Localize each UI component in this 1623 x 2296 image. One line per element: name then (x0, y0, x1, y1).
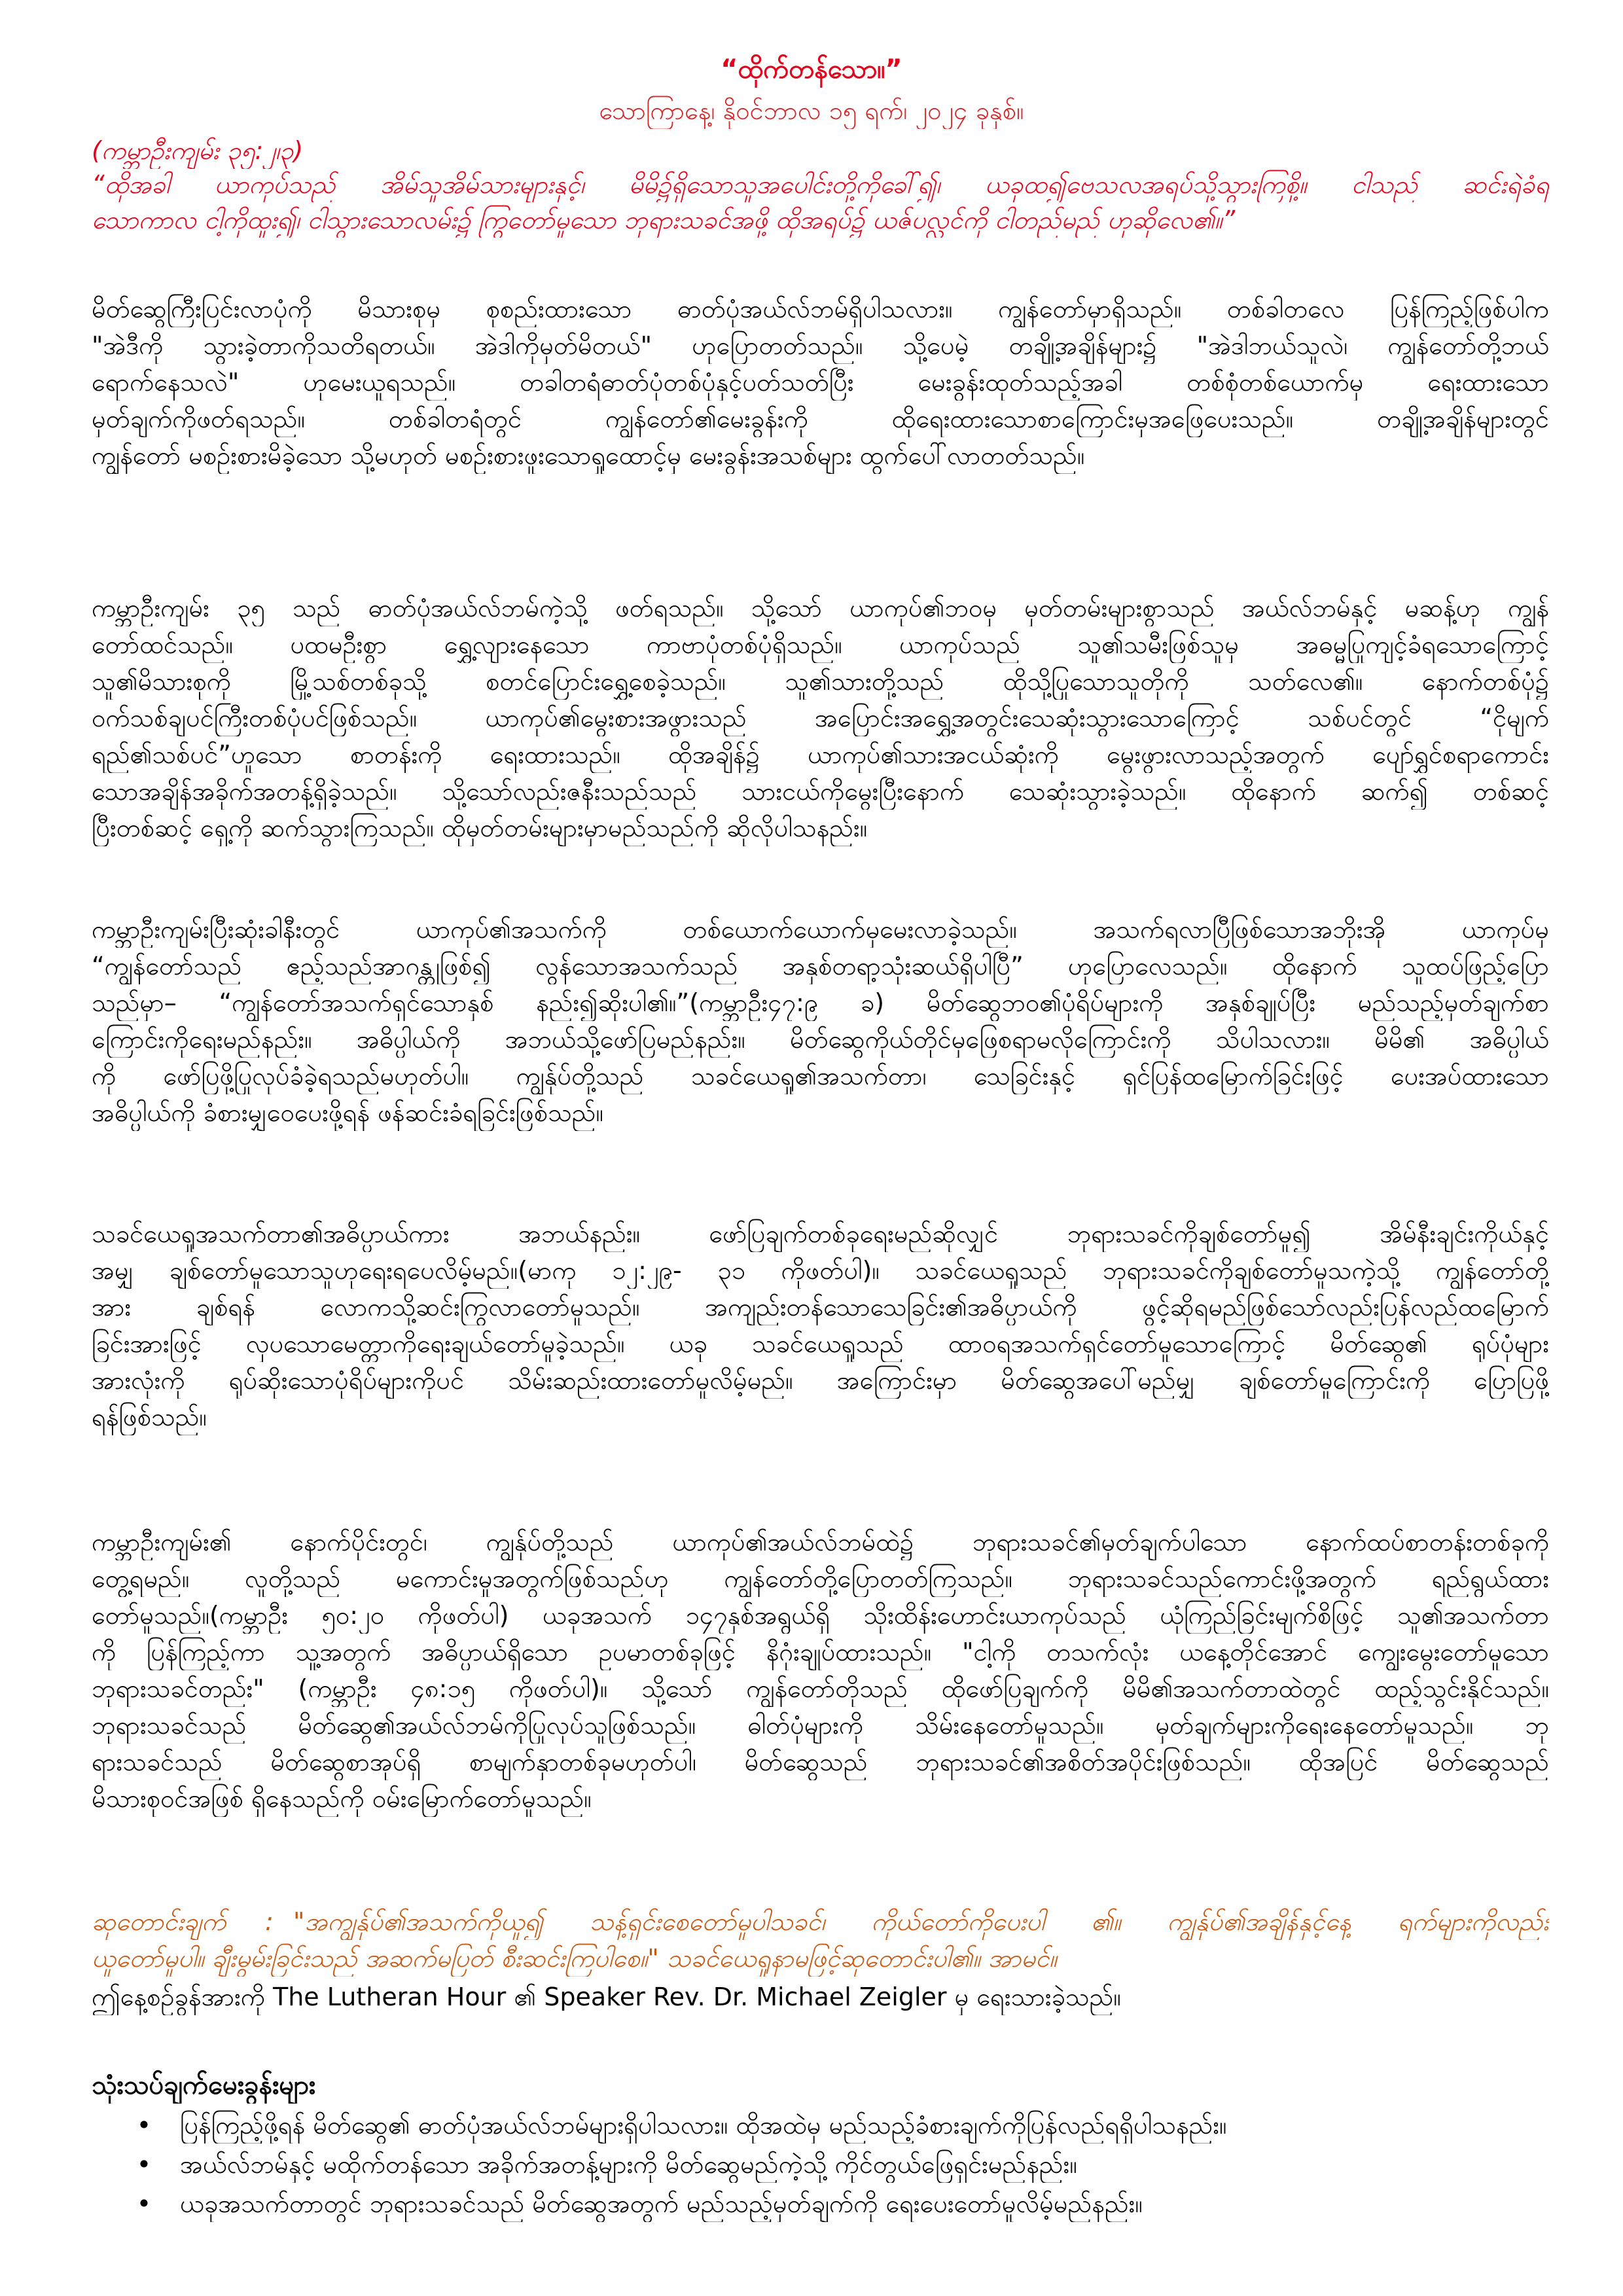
reflection-question: ယခုအသက်တာတွင် ဘုရားသခင်သည် မိတ်ဆွေအတွက် မည်သည့်မှတ်ချက်ကို ရေးပေးတော်မူလိမ့်မည်နည်း။ (180, 2189, 1143, 2218)
paragraph-line: သူ၏မိသားစုကို မြို့သစ်တစ်ခုသို့ စတင်ပြောင်းရွှေ့စေခဲ့သည်။ သူ၏သားတို့သည် ထိုသို့ပြုသောသူတိုကို သတ်လေ၏။ နောက်တစ်ပုံ၌ (92, 667, 1549, 696)
paragraph-line: မိတ်ဆွေကြီးပြင်းလာပုံကို မိသားစုမှ စုစည်းထားသော ဓာတ်ပုံအယ်လ်ဘမ်ရှိပါသလား။ ကျွန်တော်မှာရှိသည်။ တစ်ခါတလေ ပြန်ကြည့်ဖြစ်ပါက (92, 295, 1549, 323)
prayer-separator: : (265, 1907, 274, 1936)
scripture-quote-line: သောကာလ ငါ့ကိုထူး၍၊ ငါသွားသောလမ်း၌ ကြွတော်မူသော ဘုရားသခင်အဖို့ ထိုအရပ်၌ ယဇ်ပလ္လင်ကို ငါတည်မည် ဟုဆိုလေ၏။” (92, 206, 1236, 234)
prayer-line: ယူတော်မူပါ။ ချီးမွမ်းခြင်းသည် အဆက်မပြတ် စီးဆင်းကြပါစေ။" သခင်ယေရှုနာမဖြင့်ဆုတောင်းပါ၏။ အာမင်။ (92, 1944, 1057, 1973)
reflection-heading: သုံးသပ်ချက်မေးခွန်းများ (92, 2070, 316, 2100)
paragraph-line: ကို ဖော်ပြဖို့ပြုလုပ်ခံခဲ့ရသည်မဟုတ်ပါ။ ကျွန်ုပ်တို့သည် သခင်ယေရှု၏အသက်တာ၊ သေခြင်းနှင့် ရှင်ပြန်ထမြောက်ခြင်းဖြင့် ပေးအပ်ထားသော (92, 1062, 1549, 1090)
scripture-reference-block (92, 132, 1549, 169)
author-credit: ဤနေ့စဉ်ခွန်အားကို The Lutheran Hour ၏ Speaker Rev. Dr. Michael Zeigler မှ ရေးသားခဲ့သည်။ (92, 1982, 1121, 2011)
scripture-quote-line: “ထိုအခါ ယာကုပ်သည် အိမ်သူအိမ်သားများနှင့်၊ မိမိ၌ရှိသောသူအပေါင်းတို့ကိုခေါ်၍၊ ယခုထ၍ဗေသလအရပ်သို့သွားကြစို့။ ငါသည် ဆင်းရဲခံရ (92, 170, 1549, 199)
document-date: သောကြာနေ့၊ နိုဝင်ဘာလ ၁၅ ရက်၊ ၂၀၂၄ ခုနှစ်။ (599, 96, 1024, 125)
paragraph-line: တော်ထင်သည်။ ပထမဦးစွာ ရွှေ့လျားနေသော ကာဗာပုံတစ်ပုံရှိသည်။ ယာကုပ်သည် သူ၏သမီးဖြစ်သူမှ အဓမ္မပြုကျင့်ခံရသောကြောင့် (92, 630, 1549, 659)
reflection-question: ပြန်ကြည့်ဖို့ရန် မိတ်ဆွေ၏ ဓာတ်ပုံအယ်လ်ဘမ်များရှိပါသလား။ ထိုအထဲမှ မည်သည့်ခံစားချက်ကိုပြန်လည်ရရှိပါသနည်း။ (180, 2111, 1227, 2140)
paragraph-line: ကို ပြန်ကြည့်ကာ သူ့အတွက် အဓိပ္ပာယ်ရှိသော ဥပမာတစ်ခုဖြင့် နိဂုံးချုပ်ထားသည်။ "ငါ့ကို တသက်လုံး ယနေ့တိုင်အောင် ကျွေးမွေးတော်မူသော (92, 1638, 1549, 1666)
prayer-line: "အကျွန်ုပ်၏အသက်ကိုယူ၍ သန့်ရှင်းစေတော်မူပါသခင်၊ ကိုယ်တော်ကိုပေးပါ ၏။ ကျွန်ုပ်၏အချိန်နှင့်နေ့ ရက်များကိုလည်း (293, 1907, 1549, 1936)
prayer-label: ဆုတောင်းချက် (92, 1907, 226, 1936)
paragraph-line: ခြင်းအားဖြင့် လှပသောမေတ္တာကိုရေးချယ်တော်မူခဲ့သည်။ ယခု သခင်ယေရှုသည် ထာဝရအသက်ရှင်တော်မူသောကြောင့် မိတ်ဆွေ၏ ရုပ်ပုံများ (92, 1329, 1549, 1358)
paragraph-line: ရားသခင်သည် မိတ်ဆွေစာအုပ်ရှိ စာမျက်နှာတစ်ခုမဟုတ်ပါ၊ မိတ်ဆွေသည် ဘုရားသခင်၏အစိတ်အပိုင်းဖြစ်သည်။ ထိုအပြင် မိတ်ဆွေသည် (92, 1748, 1549, 1776)
list-item (92, 2146, 1549, 2185)
reflection-heading-block (92, 2067, 1549, 2104)
paragraph-line: တော်မူသည်။(ကမ္ဘာဦး ၅၀:၂၀ ကိုဖတ်ပါ) ယခုအသက် ၁၄၇နှစ်အရွယ်ရှိ သိုးထိန်းဟောင်းယာကုပ်သည် ယုံကြည်ခြင်းမျက်စိဖြင့် သူ၏အသက်တာ (92, 1601, 1549, 1630)
paragraph-line: ကမ္ဘာဦးကျမ်း၏ နောက်ပိုင်းတွင်၊ ကျွန်ုပ်တို့သည် ယာကုပ်၏အယ်လ်ဘမ်ထဲ၌ ဘုရားသခင်၏မှတ်ချက်ပါသော နောက်ထပ်စာတန်းတစ်ခုကို (92, 1528, 1549, 1556)
bullet-icon: • (136, 2150, 152, 2179)
prayer (92, 1903, 1549, 1977)
paragraph-line: ကြောင်းကိုရေးမည်နည်း။ အဓိပ္ပါယ်ကို အဘယ်သို့ဖော်ပြမည်နည်း။ မိတ်ဆွေကိုယ်တိုင်မှဖြေစရာမလိုကြောင်းကို သိပါသလား။ မိမိ၏ အဓိပ္ပါယ် (92, 1025, 1549, 1054)
paragraph-line: အားလုံးကို ရုပ်ဆိုးသောပုံရိပ်များကိုပင် သိမ်းဆည်းထားတော်မူလိမ့်မည်။ အကြောင်းမှာ မိတ်ဆွေအပေါ်မည်မျှ ချစ်တော်မူကြောင်းကို ပြောပြဖို့ (92, 1366, 1549, 1395)
paragraph-line: သခင်ယေရှုအသက်တာ၏အဓိပ္ပာယ်ကား အဘယ်နည်း။ ဖော်ပြချက်တစ်ခုရေးမည်ဆိုလျှင် ဘုရားသခင်ကိုချစ်တော်မူ၍ အိမ်နီးချင်းကိုယ်နှင့် (92, 1219, 1549, 1248)
document-title-block (0, 51, 1623, 88)
paragraph-1 (92, 291, 1549, 474)
list-item (92, 2185, 1549, 2225)
paragraph-line: ဘုရားသခင်တည်း" (ကမ္ဘာဦး ၄၈:၁၅ ကိုဖတ်ပါ)။ သို့သော် ကျွန်တော်တိုသည် ထိုဖော်ပြချက်ကို မိမိ၏အသက်တာထဲတွင် ထည့်သွင်းနိုင်သည်။ (92, 1674, 1549, 1703)
paragraph-line: အမျှ ချစ်တော်မူသောသူဟုရေးရပေလိမ့်မည်။(မာကု ၁၂:၂၉- ၃၁ ကိုဖတ်ပါ)။ သခင်ယေရှုသည် ဘုရားသခင်ကိုချစ်တော်မူသကဲ့သို့ ကျွန်တော်တို့ (92, 1256, 1549, 1285)
scripture-reference: (ကမ္ဘာဦးကျမ်း ၃၅:၂၊၃) (92, 136, 304, 165)
paragraph-line: ပြီးတစ်ဆင့် ရှေ့ကို ဆက်သွားကြသည်။ ထိုမှတ်တမ်းများမှာမည်သည်ကို ဆိုလိုပါသနည်း။ (92, 814, 868, 842)
document-title: “ထိုက်တန်သော။” (721, 54, 902, 84)
paragraph-line: ရည်၏သစ်ပင်”ဟူသော စာတန်းကို ရေးထားသည်။ ထိုအချိန်၌ ယာကုပ်၏သားအငယ်ဆုံးကို မွေးဖွားလာသည့်အတွက် ပျော်ရွှင်စရာကောင်း (92, 740, 1549, 769)
author-credit-block (92, 1979, 1549, 2015)
paragraph-3 (92, 911, 1549, 1131)
paragraph-line: “ကျွန်တော်သည် ဧည့်သည်အာဂန္တုဖြစ်၍ လွန်သောအသက်သည် အနှစ်တရာ့သုံးဆယ်ရှိပါပြီ” ဟုပြောလေသည်။ ထိုနောက် သူထပ်ဖြည့်ပြော (92, 952, 1549, 980)
paragraph-line: ရန်ဖြစ်သည်။ (92, 1403, 207, 1431)
paragraph-2 (92, 590, 1549, 846)
paragraph-line: ကမ္ဘာဦးကျမ်း ၃၅ သည် ဓာတ်ပုံအယ်လ်ဘမ်ကဲ့သို့ ဖတ်ရသည်။ သို့သော် ယာကုပ်၏ဘဝမှ မှတ်တမ်းများစွာသည် အယ်လ်ဘမ်နှင့် မဆန့်ဟု ကျွန် (92, 594, 1549, 622)
paragraph-line: ရောက်နေသလဲ" ဟုမေးယူရသည်။ တခါတရံဓာတ်ပုံတစ်ပုံနှင့်ပတ်သတ်ပြီး မေးခွန်းထုတ်သည့်အခါ တစ်စုံတစ်ယောက်မှ ရေးထားသော (92, 368, 1549, 397)
paragraph-line: သောအချိန်အခိုက်အတန့်ရှိခဲ့သည်။ သို့သော်လည်းဇနီးသည်သည် သားငယ်ကိုမွေးပြီးနောက် သေဆုံးသွားခဲ့သည်။ ထိုနောက် ဆက်၍ တစ်ဆင့် (92, 777, 1549, 806)
paragraph-line: အား ချစ်ရန် လောကသို့ဆင်းကြွလာတော်မူသည်။ အကျည်းတန်သောသေခြင်း၏အဓိပ္ပာယ်ကို ဖွင့်ဆိုရမည်ဖြစ်သော်လည်းပြန်လည်ထမြောက် (92, 1293, 1549, 1321)
paragraph-line: သည်မှာ– “ကျွန်တော်အသက်ရှင်သောနှစ် နည်း၍ဆိုးပါ၏။”(ကမ္ဘာဦး၄၇:၉ ခ) မိတ်ဆွေဘဝ၏ပုံရိပ်များကို အနှစ်ချုပ်ပြီး မည်သည့်မှတ်ချက်စာ (92, 988, 1549, 1017)
bullet-icon: • (136, 2189, 152, 2218)
document-date-block (0, 92, 1623, 129)
paragraph-line: ဝက်သစ်ချပင်ကြီးတစ်ပုံပင်ဖြစ်သည်။ ယာကုပ်၏မွေးစားအဖွားသည် အပြောင်းအရွှေ့အတွင်းသေဆုံးသွားသောကြောင့် သစ်ပင်တွင် “ငိုမျက် (92, 704, 1549, 732)
paragraph-line: မိသားစုဝင်အဖြစ် ရှိနေသည်ကို ဝမ်းမြောက်တော်မူသည်။ (92, 1784, 592, 1813)
paragraph-line: တွေ့ရမည်။ လူတို့သည် မကောင်းမှုအတွက်ဖြစ်သည်ဟု ကျွန်တော်တို့ပြောတတ်ကြသည်။ ဘုရားသခင်သည်ကောင်းဖို့အတွက် ရည်ရွယ်ထား (92, 1564, 1549, 1593)
paragraph-line: ကမ္ဘာဦးကျမ်းပြီးဆုံးခါနီးတွင် ယာကုပ်၏အသက်ကို တစ်ယောက်ယောက်မှမေးလာခဲ့သည်။ အသက်ရလာပြီဖြစ်သောအဘိုးအို ယာကုပ်မှ (92, 915, 1549, 944)
paragraph-line: အဓိပ္ပါယ်ကို ခံစားမျှဝေပေးဖို့ရန် ဖန်ဆင်းခံရခြင်းဖြစ်သည်။ (92, 1098, 604, 1127)
paragraph-5 (92, 1524, 1549, 1817)
paragraph-4 (92, 1215, 1549, 1435)
scripture-quote (92, 167, 1549, 238)
reflection-questions-list (92, 2107, 1549, 2225)
paragraph-line: ဘုရားသခင်သည် မိတ်ဆွေ၏အယ်လ်ဘမ်ကိုပြုလုပ်သူဖြစ်သည်။ ဓါတ်ပုံများကို သိမ်းနေတော်မူသည်။ မှတ်ချက်များကိုရေးနေတော်မူသည်။ ဘု (92, 1711, 1549, 1740)
paragraph-line: "အဲဒီကို သွားခဲ့တာကိုသတိရတယ်။ အဲဒါကိုမှတ်မိတယ်" ဟုပြောတတ်သည်။ သို့ပေမဲ့ တချို့အချိန်များ၌ "အဲဒါဘယ်သူလဲ၊ ကျွန်တော်တို့ဘယ် (92, 331, 1549, 360)
prayer-first-line (92, 1903, 1549, 1940)
reflection-question: အယ်လ်ဘမ်နှင့် မထိုက်တန်သော အခိုက်အတန့်များကို မိတ်ဆွေမည်ကဲ့သို့ ကိုင်တွယ်ဖြေရှင်းမည်နည်း။ (180, 2150, 1077, 2179)
bullet-icon: • (136, 2111, 152, 2140)
list-item (92, 2107, 1549, 2146)
paragraph-line: ကျွန်တော် မစဉ်းစားမိခဲ့သော သို့မဟုတ် မစဉ်းစားဖူးသောရှုထောင့်မှ မေးခွန်းအသစ်များ ထွက်ပေါ်လာတတ်သည်။ (92, 441, 1085, 470)
paragraph-line: မှတ်ချက်ကိုဖတ်ရသည်။ တစ်ခါတရံတွင် ကျွန်တော်၏မေးခွန်းကို ထိုရေးထားသောစာကြောင်းမှအဖြေပေးသည်။ တချို့အချိန်များတွင် (92, 404, 1549, 433)
